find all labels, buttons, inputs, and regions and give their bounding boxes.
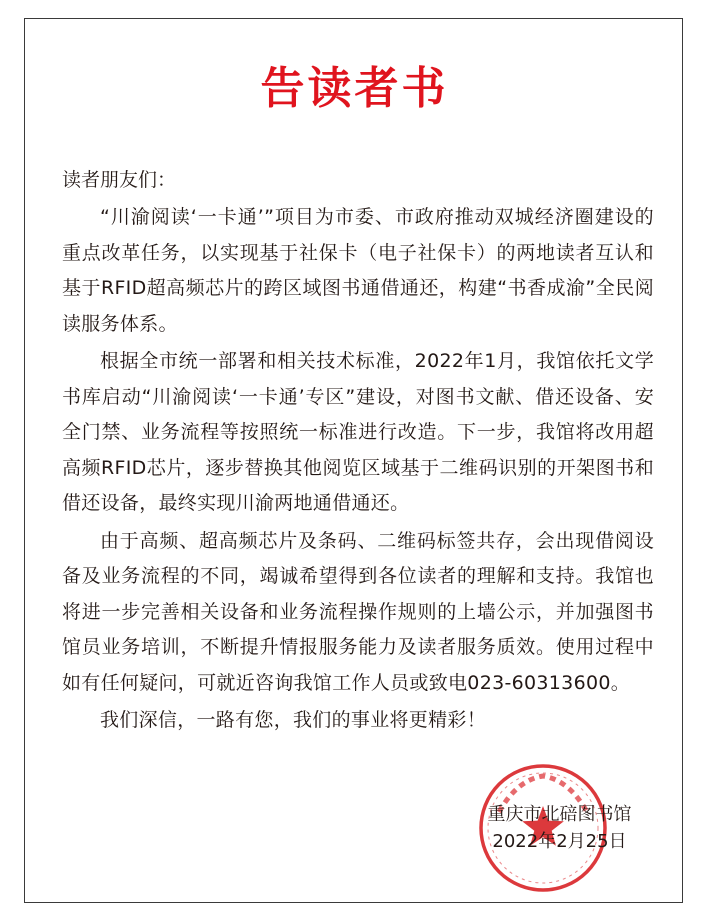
- signature-date: 2022年2月25日: [492, 831, 627, 852]
- notice-body: [62, 200, 654, 739]
- body-paragraph-2: 根据全市统一部署和相关技术标准，2022年1月，我馆依托文学书库启动“川渝阅读‘一卡通’专区”建设，对图书文献、借还设备、安全门禁、业务流程等按照统一标准进行改造。下一步，我馆将改用超高频RFID芯片，逐步替换其他阅览区域基于二维码识别的开架图书和借还设备，最终实现川渝两地通借通还。: [62, 350, 654, 514]
- body-paragraph-3: 由于高频、超高频芯片及条码、二维码标签共存，会出现借阅设备及业务流程的不同，竭诚希望得到各位读者的理解和支持。我馆也将进一步完善相关设备和业务流程操作规则的上墙公示，并加强图书馆员业务培训，不断提升情报服务能力及读者服务质效。使用过程中如有任何疑问，可就近咨询我馆工作人员或致电023-60313600。: [62, 529, 654, 694]
- body-paragraph-4: 我们深信，一路有您，我们的事业将更精彩！: [100, 709, 487, 731]
- body-paragraph-1: “川渝阅读‘一卡通’”项目为市委、市政府推动双城经济圈建设的重点改革任务，以实现基于社保卡（电子社保卡）的两地读者互认和基于RFID超高频芯片的跨区域图书通借通还，构建“书香成渝”全民阅读服务体系。: [62, 206, 654, 335]
- notice-title: 告读者书: [260, 63, 449, 114]
- salutation: 读者朋友们：: [62, 169, 177, 191]
- red-star-seal-icon: [477, 762, 609, 894]
- signature-organization: 重庆市北碚图书馆: [487, 804, 632, 825]
